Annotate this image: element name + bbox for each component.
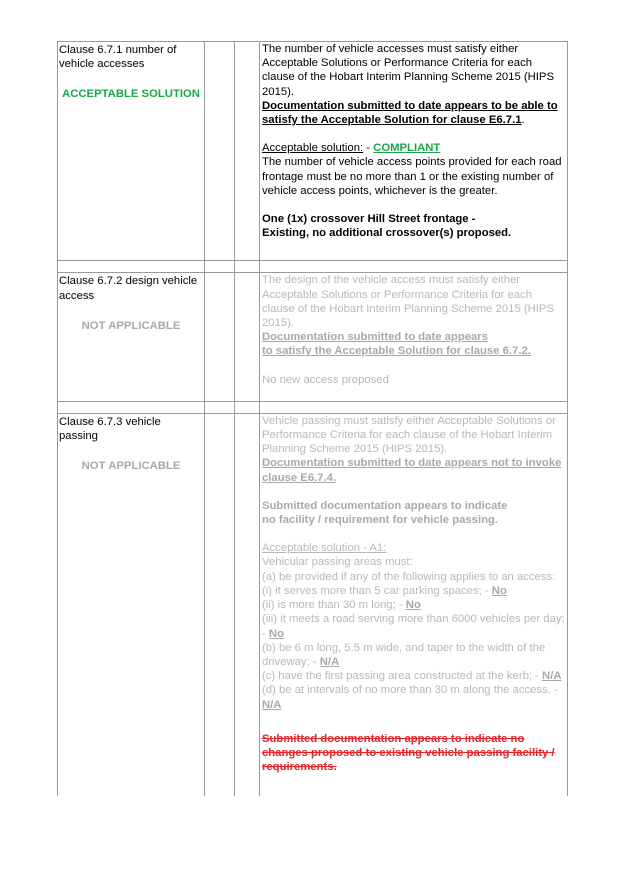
documentation-note: to satisfy the Acceptable Solution for clause 6.7.2. — [262, 345, 531, 358]
acceptable-solution-heading: Acceptable solution: - COMPLIANT — [262, 142, 441, 155]
assessment-cell — [260, 273, 568, 401]
documentation-note: Documentation submitted to date appears to be able to satisfy the Acceptable Solution for clause E6.7.1. — [262, 99, 558, 127]
empty-cell — [205, 273, 235, 401]
spacer-row — [58, 261, 568, 273]
finding-text: No new access proposed — [262, 373, 389, 386]
criteria-item: (d) be at intervals of no more than 30 m along the access. - N/A — [262, 684, 558, 711]
clause-intro: The design of the vehicle access must satisfy either Acceptable Solutions or Performance Criteria for each clause of the Hobart Interim Planning Scheme 2015 (HIPS 2015). — [262, 274, 554, 330]
assessment-table — [57, 41, 568, 796]
spacer-row — [58, 401, 568, 413]
criteria-item: (i) it serves more than 5 car parking spaces; - No — [262, 584, 507, 597]
clause-row-6-7-2 — [58, 273, 568, 401]
assessment-cell — [260, 42, 568, 261]
clause-intro: The number of vehicle accesses must satisfy either Acceptable Solutions or Performance Criteria for each clause of the Hobart Interim Planning Scheme 2015 (HIPS 2015). — [262, 43, 554, 98]
criteria-item: (iii) it meets a road serving more than 6000 vehicles per day; - No — [262, 613, 565, 640]
empty-cell — [235, 273, 260, 401]
criteria-item: (c) have the first passing area constructed at the kerb; - N/A — [262, 670, 562, 683]
finding-line: One (1x) crossover Hill Street frontage - — [262, 213, 476, 226]
clause-row-6-7-1 — [58, 42, 568, 261]
criteria-item: (b) be 6 m long, 5.5 m wide, and taper to the width of the driveway; - N/A — [262, 641, 546, 668]
empty-cell — [235, 42, 260, 261]
acceptable-solution-intro: Vehicular passing areas must: — [262, 556, 413, 569]
documentation-note: Documentation submitted to date appears — [262, 331, 488, 344]
compliance-status: COMPLIANT — [373, 142, 441, 155]
submitted-note: Submitted documentation appears to indicate — [262, 499, 508, 512]
acceptable-solution-heading: Acceptable solution - A1: — [262, 542, 387, 555]
clause-label-cell — [58, 413, 205, 796]
clause-label-cell — [58, 273, 205, 401]
assessment-cell — [260, 413, 568, 796]
clause-row-6-7-3 — [58, 413, 568, 796]
acceptable-solution-text: The number of vehicle access points provided for each road frontage must be no more than 1 or the existing number of vehicle access points, whichever is the greater. — [262, 156, 562, 197]
status-badge: NOT APPLICABLE — [81, 460, 181, 473]
criteria-item: (a) be provided if any of the following applies to an access: — [262, 570, 556, 583]
clause-label: Clause 6.7.3 vehicle passing — [59, 415, 161, 443]
criteria-item: (ii) is more than 30 m long; - No — [262, 599, 421, 612]
documentation-note: Documentation submitted to date appears not to invoke clause E6.7.4. — [262, 457, 562, 484]
empty-cell — [205, 42, 235, 261]
status-badge: NOT APPLICABLE — [81, 319, 181, 332]
struck-note: Submitted documentation appears to indicate no changes proposed to existing vehicle passing facility / requirements. — [262, 732, 555, 774]
clause-label: Clause 6.7.2 design vehicle access — [59, 275, 198, 302]
clause-intro: Vehicle passing must satisfy either Acceptable Solutions or Performance Criteria for each clause of the Hobart Interim Planning Scheme 2015 (HIPS 2015). — [262, 414, 556, 456]
clause-label-cell — [58, 42, 205, 261]
finding-line: Existing, no additional crossover(s) proposed. — [262, 227, 512, 240]
clause-label: Clause 6.7.1 number of vehicle accesses — [59, 44, 177, 71]
empty-cell — [235, 413, 260, 796]
status-badge: ACCEPTABLE SOLUTION — [62, 88, 200, 101]
empty-cell — [205, 413, 235, 796]
submitted-note: no facility / requirement for vehicle passing. — [262, 514, 499, 527]
